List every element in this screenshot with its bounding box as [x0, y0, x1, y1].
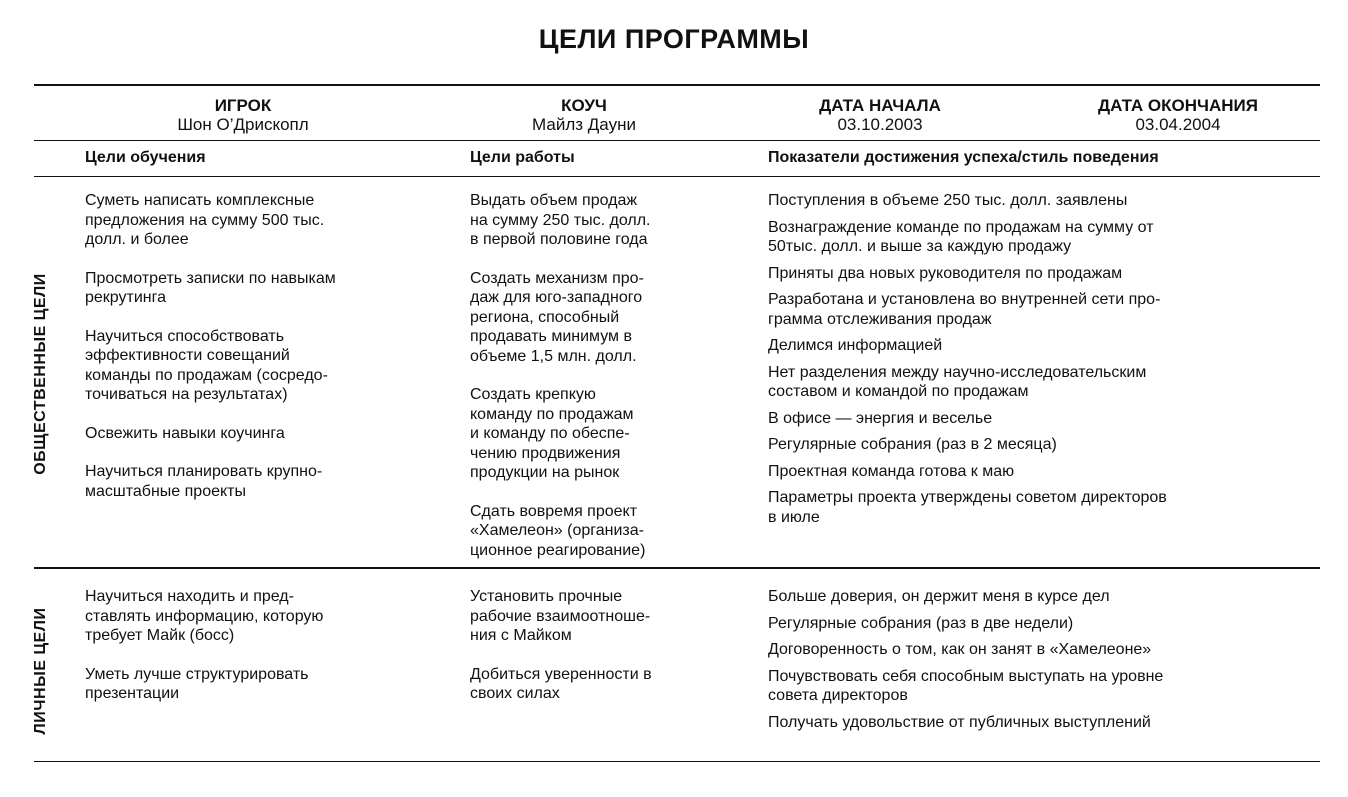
- start-date-label: ДАТА НАЧАЛА: [819, 96, 941, 115]
- public-work-list: [470, 191, 760, 560]
- list-item: Выдать объем продаж на сумму 250 тыс. долл. в первой половине года: [470, 192, 651, 248]
- list-item: Суметь написать комплексные предложения на сумму 500 тыс. долл. и более: [85, 192, 325, 248]
- list-item: Делимся информацией: [768, 337, 943, 354]
- start-date-value: 03.10.2003: [837, 115, 923, 134]
- column-learning-goals: Цели обучения: [85, 149, 206, 166]
- list-item: Получать удовольствие от публичных выступлений: [768, 713, 1151, 731]
- list-item: Регулярные собрания (раз в 2 месяца): [768, 436, 1057, 453]
- list-item: Установить прочные рабочие взаимоотноше- ния с Майком: [470, 588, 651, 644]
- list-item: Поступления в объеме 250 тыс. долл. заявлены: [768, 192, 1128, 209]
- list-item: Научиться планировать крупно- масштабные проекты: [85, 463, 323, 500]
- column-indicators: Показатели достижения успеха/стиль поведения: [768, 149, 1159, 166]
- list-item: Проектная команда готова к маю: [768, 462, 1015, 480]
- column-header-rule: [34, 176, 1320, 177]
- list-item: Вознаграждение команде по продажам на сумму от 50тыс. долл. и выше за каждую продажу: [768, 218, 1154, 255]
- list-item: Сдать вовремя проект «Хамелеон» (организа- ционное реагирование): [470, 502, 646, 559]
- header-coach: [484, 96, 684, 134]
- bottom-rule: [34, 761, 1320, 762]
- list-item: Создать механизм про- даж для юго-западного региона, способный продавать минимум в объеме 1,5 млн. долл.: [470, 269, 644, 365]
- list-item: Создать крепкую команду по продажам и команду по обеспе- чению продвижения продукции на рынок: [470, 386, 634, 481]
- end-date-value: 03.04.2004: [1135, 115, 1221, 134]
- column-work-goals: Цели работы: [470, 149, 575, 166]
- section-label-public: ОБЩЕСТВЕННЫЕ ЦЕЛИ: [32, 273, 49, 475]
- list-item: Добиться уверенности в своих силах: [470, 665, 652, 702]
- header-start-date: [770, 96, 990, 134]
- list-item: Научиться способствовать эффективности совещаний команды по продажам (сосредо- точиваться на результатах): [85, 327, 328, 403]
- header-rule: [34, 140, 1320, 141]
- list-item: Приняты два новых руководителя по продажам: [768, 264, 1123, 282]
- list-item: Больше доверия, он держит меня в курсе дел: [768, 588, 1110, 605]
- list-item: Освежить навыки коучинга: [85, 424, 285, 442]
- header-player: [143, 96, 343, 134]
- list-item: Параметры проекта утверждены советом директоров в июле: [768, 489, 1167, 526]
- list-item: Просмотреть записки по навыкам рекрутинга: [85, 269, 336, 306]
- personal-learning-list: [85, 587, 445, 704]
- personal-indicators-list: [768, 587, 1308, 732]
- top-rule: [34, 84, 1320, 86]
- section-label-personal: ЛИЧНЫЕ ЦЕЛИ: [32, 607, 49, 735]
- page-title: ЦЕЛИ ПРОГРАММЫ: [538, 24, 810, 54]
- coach-label: КОУЧ: [561, 96, 607, 115]
- section-divider: [34, 567, 1320, 569]
- header-end-date: [1068, 96, 1288, 134]
- player-value: Шон О’Дрископл: [177, 115, 309, 134]
- personal-work-list: [470, 587, 760, 704]
- list-item: Почувствовать себя способным выступать на уровне совета директоров: [768, 667, 1164, 704]
- list-item: Разработана и установлена во внутренней сети про- грамма отслеживания продаж: [768, 291, 1161, 328]
- list-item: Договоренность о том, как он занят в «Хамелеоне»: [768, 641, 1152, 658]
- coach-value: Майлз Дауни: [532, 115, 636, 134]
- list-item: Научиться находить и пред- ставлять информацию, которую требует Майк (босс): [85, 588, 324, 644]
- list-item: В офисе — энергия и веселье: [768, 409, 993, 427]
- list-item: Нет разделения между научно-исследовательским составом и командой по продажам: [768, 363, 1147, 400]
- public-indicators-list: [768, 191, 1308, 527]
- end-date-label: ДАТА ОКОНЧАНИЯ: [1098, 96, 1258, 115]
- list-item: Регулярные собрания (раз в две недели): [768, 614, 1074, 632]
- player-label: ИГРОК: [214, 96, 272, 115]
- list-item: Уметь лучше структурировать презентации: [85, 665, 309, 702]
- public-learning-list: [85, 191, 445, 501]
